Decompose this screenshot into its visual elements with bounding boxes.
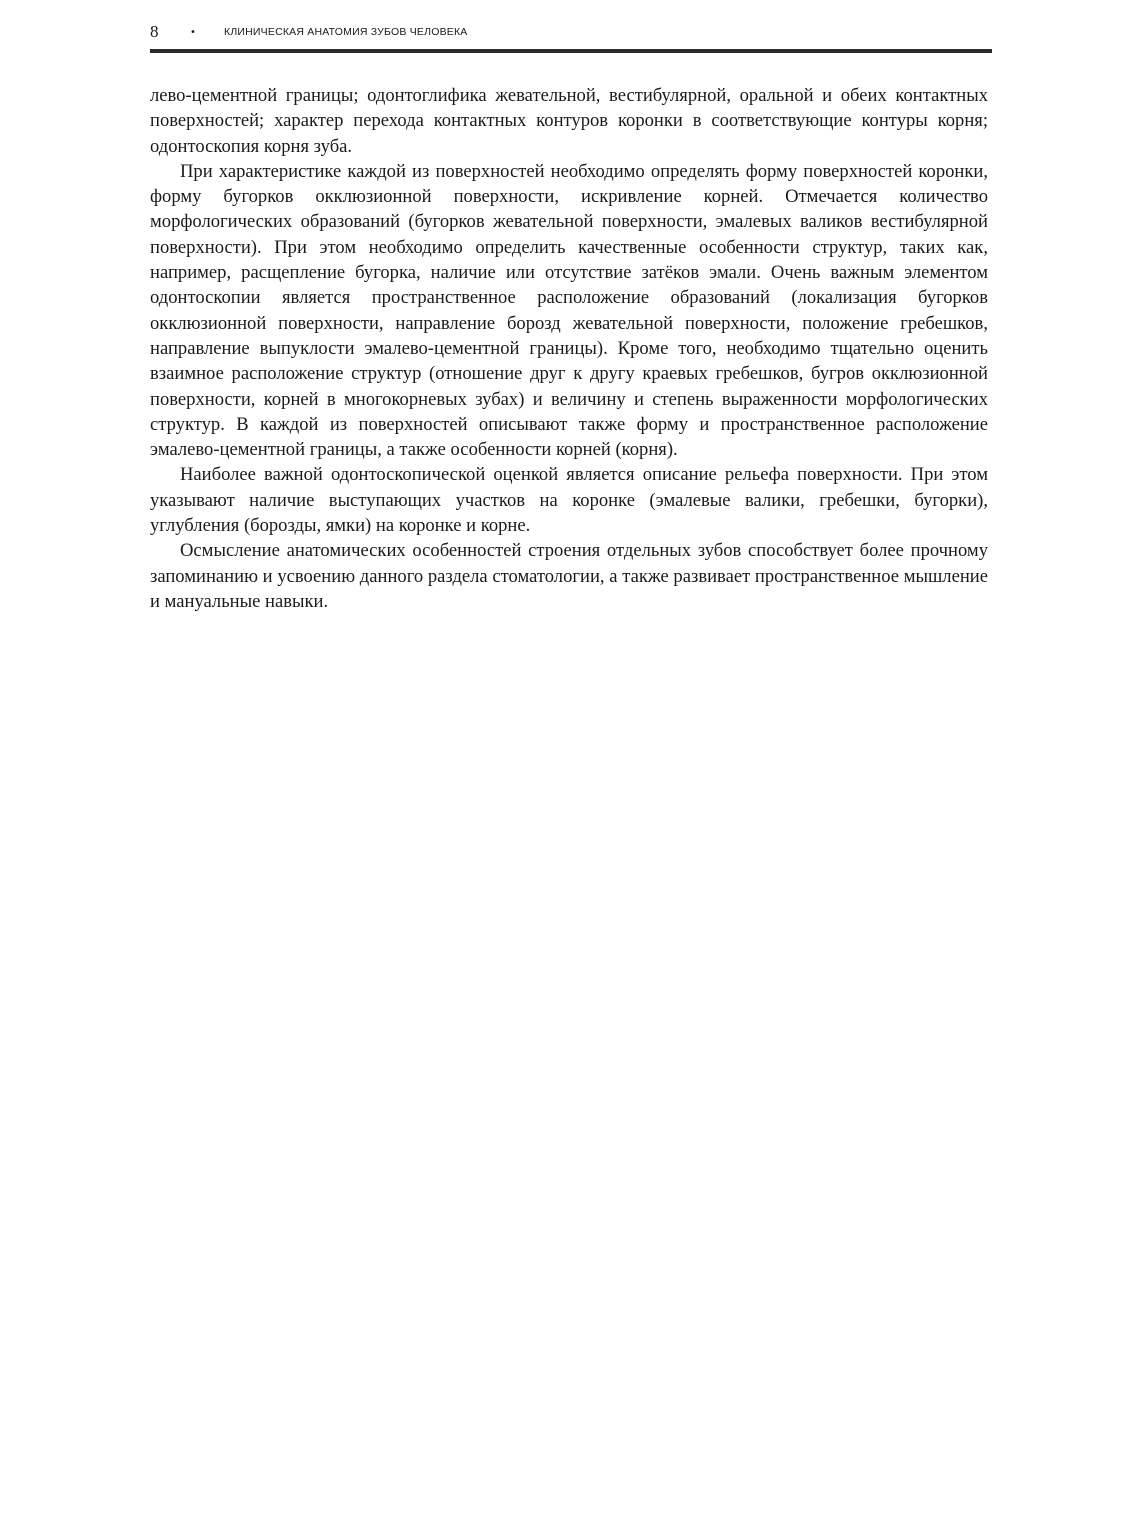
running-title: КЛИНИЧЕСКАЯ АНАТОМИЯ ЗУБОВ ЧЕЛОВЕКА	[224, 26, 468, 38]
header-rule	[150, 49, 992, 53]
paragraph: Наиболее важной одонтоскопической оценкой является описание рельефа поверхности. При этом указывают наличие выступающих участков на коронке (эмалевые валики, гребешки, бугорки), углубления (борозды, ямки) на коронке и корне.	[150, 464, 988, 537]
page-number: 8	[150, 22, 159, 41]
header-bullet: •	[190, 26, 196, 38]
paragraph: При характеристике каждой из поверхностей необходимо определять форму поверхностей коронки, форму бугорков окклюзионной поверхности, искривление корней. Отмечается количество морфологических образований (бугорков жевательной поверхности, эмалевых валиков вестибулярной поверхности). При этом необходимо определить качественные особенности структур, таких как, например, расщепление бугорка, наличие или отсутствие затёков эмали. Очень важным элементом одонтоскопии является пространственное расположение образований (локализация бугорков окклюзионной поверхности, направление борозд жевательной поверхности, положение гребешков, направление выпуклости эмалево-цементной границы). Кроме того, необходимо тщательно оценить взаимное расположение структур (отношение друг к другу краевых гребешков, бугров окклюзионной поверхности, корней в многокорневых зубах) и величину и степень выраженности морфологических структур. В каждой из поверхностей описывают также форму и пространственное расположение эмалево-цементной границы, а также особенности корней (корня).	[150, 160, 988, 461]
paragraph: лево-цементной границы; одонтоглифика жевательной, вестибулярной, оральной и обеих контактных поверхностей; характер перехода контактных контуров коронки в соответствующие контуры корня; одонтоскопия корня зуба.	[150, 85, 988, 157]
paragraph: Осмысление анатомических особенностей строения отдельных зубов способствует более прочному запоминанию и усвоению данного раздела стоматологии, а также развивает пространственное мышление и мануальные навыки.	[150, 540, 988, 612]
body-text	[150, 83, 988, 614]
running-header	[150, 20, 992, 44]
